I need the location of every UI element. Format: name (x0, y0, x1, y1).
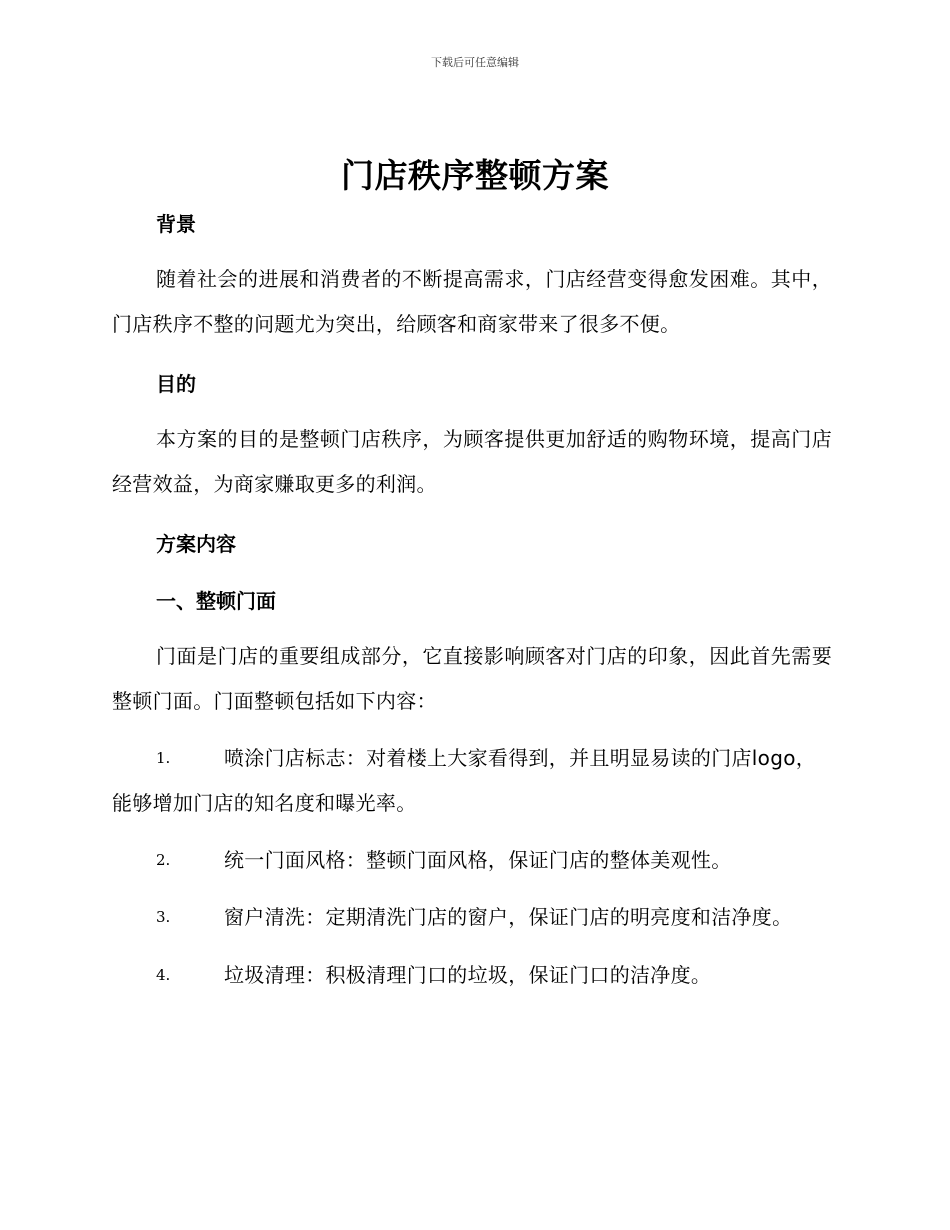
document-title: 门店秩序整顿方案 (341, 156, 609, 195)
page-header-note: 下载后可任意编辑 (431, 56, 519, 69)
list-item (112, 895, 832, 940)
list-text: 垃圾清理：积极清理门口的垃圾，保证门口的洁净度。 (224, 963, 712, 987)
section-heading-purpose: 目的 (156, 372, 196, 396)
section-heading-plan-content: 方案内容 (156, 532, 236, 556)
background-paragraph: 随着社会的进展和消费者的不断提高需求，门店经营变得愈发困难。其中，门店秩序不整的问题尤为突出，给顾客和商家带来了很多不便。 (112, 267, 832, 336)
list-number: 2. (156, 851, 171, 869)
list-text: 喷涂门店标志：对着楼上大家看得到，并且明显易读的门店logo，能够增加门店的知名度和曝光率。 (112, 746, 817, 815)
list-item (112, 736, 832, 826)
subsection-heading-storefront: 一、整顿门面 (156, 589, 276, 613)
list-number: 1. (156, 749, 171, 767)
list-number: 4. (156, 966, 171, 984)
purpose-paragraph: 本方案的目的是整顿门店秩序，为顾客提供更加舒适的购物环境，提高门店经营效益，为商家赚取更多的利润。 (112, 427, 832, 496)
storefront-paragraph: 门面是门店的重要组成部分，它直接影响顾客对门店的印象，因此首先需要整顿门面。门面整顿包括如下内容： (112, 644, 832, 713)
list-item (112, 838, 832, 883)
list-number: 3. (156, 908, 171, 926)
list-item (112, 953, 832, 998)
list-text: 统一门面风格：整顿门面风格，保证门店的整体美观性。 (224, 848, 732, 872)
list-text: 窗户清洗：定期清洗门店的窗户，保证门店的明亮度和洁净度。 (224, 905, 793, 929)
section-heading-background: 背景 (156, 212, 196, 236)
